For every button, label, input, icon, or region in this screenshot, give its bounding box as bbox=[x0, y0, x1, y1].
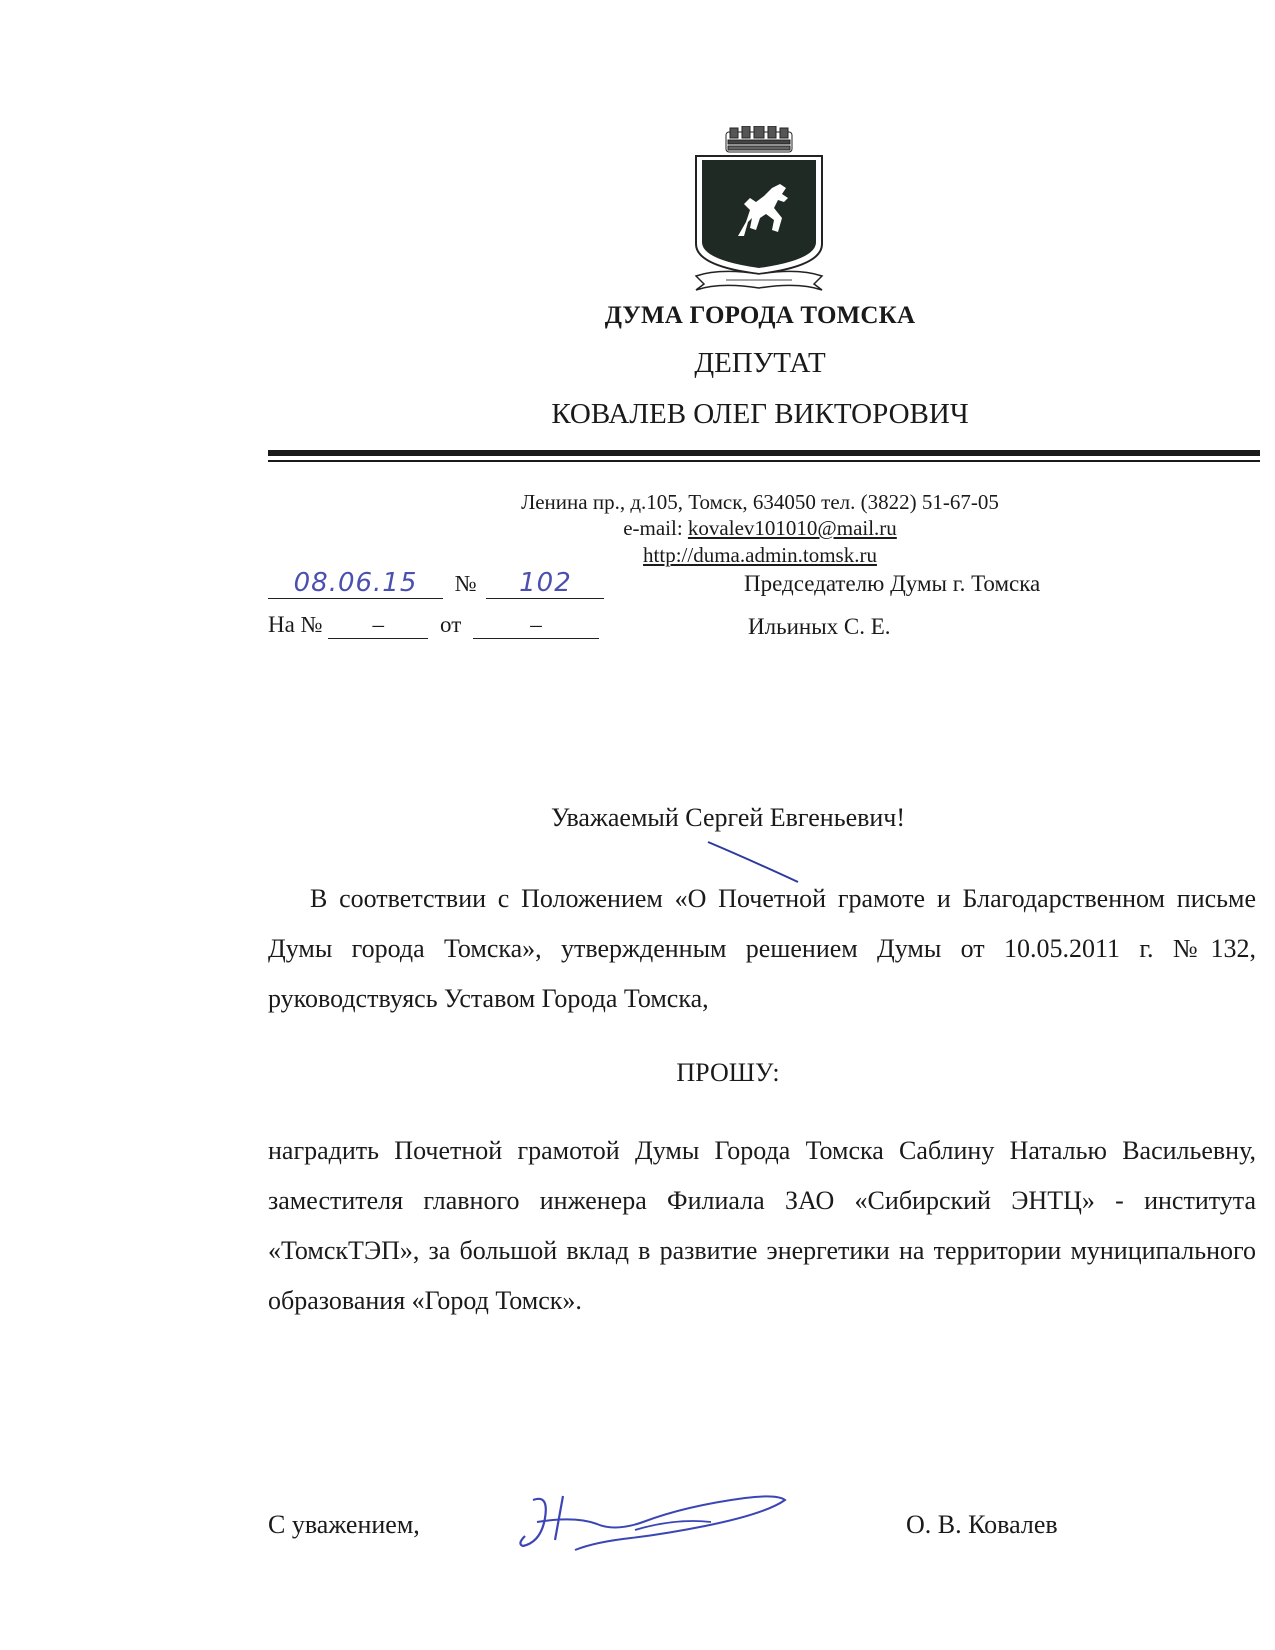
number-label: № bbox=[454, 571, 477, 596]
contact-email-line bbox=[430, 516, 1090, 541]
signer-name: О. В. Ковалев bbox=[906, 1510, 1058, 1539]
closing-phrase: С уважением, bbox=[268, 1510, 420, 1539]
signature-icon bbox=[515, 1488, 800, 1558]
email-label: e-mail: bbox=[623, 516, 688, 540]
reply-reference bbox=[268, 612, 599, 639]
salutation: Уважаемый Сергей Евгеньевич! bbox=[550, 803, 906, 832]
deputy-name: КОВАЛЕВ ОЛЕГ ВИКТОРОВИЧ bbox=[551, 398, 969, 430]
addressee-name: Ильиных С. Е. bbox=[748, 614, 891, 639]
organization-name: ДУМА ГОРОДА ТОМСКА bbox=[604, 302, 916, 329]
addressee-position: Председателю Думы г. Томска bbox=[744, 571, 1041, 596]
request-heading: ПРОШУ: bbox=[676, 1058, 780, 1087]
reply-date: – bbox=[473, 612, 599, 639]
letterhead-divider bbox=[268, 450, 1260, 456]
reply-number: – bbox=[328, 612, 428, 639]
website-link[interactable]: http://duma.admin.tomsk.ru bbox=[643, 543, 877, 567]
body-paragraph-2: наградить Почетной грамотой Думы Города Томска Саблину Наталью Васильевну, заместителя главного инженера Филиала ЗАО «Сибирский ЭНТЦ» - института «ТомскТЭП», за большой вклад в развитие энергетики на территории муниципального образования «Город Томск». bbox=[268, 1136, 1256, 1315]
body-paragraph-1 bbox=[268, 874, 1256, 1024]
reply-number-label: На № bbox=[268, 612, 323, 637]
reply-from-label: от bbox=[440, 612, 462, 637]
deputy-title: ДЕПУТАТ bbox=[694, 347, 826, 379]
body-paragraph-1-text: В соответствии с Положением «О Почетной грамоте и Благодарственном письме Думы города Томска», утвержденным решением Думы от 10.05.2011 г. №132, руководствуясь Уставом Города Томска, bbox=[268, 884, 1256, 1013]
outgoing-registration bbox=[268, 568, 604, 599]
contact-address: Ленина пр., д.105, Томск, 634050 тел. (3822) 51-67-05 bbox=[521, 490, 999, 514]
coat-of-arms-icon bbox=[690, 126, 828, 292]
outgoing-number: 102 bbox=[486, 568, 604, 599]
email-link[interactable]: kovalev101010@mail.ru bbox=[687, 516, 897, 540]
outgoing-date: 08.06.15 bbox=[268, 568, 443, 599]
letterhead-divider-thin bbox=[268, 460, 1260, 462]
contact-website bbox=[430, 543, 1090, 568]
